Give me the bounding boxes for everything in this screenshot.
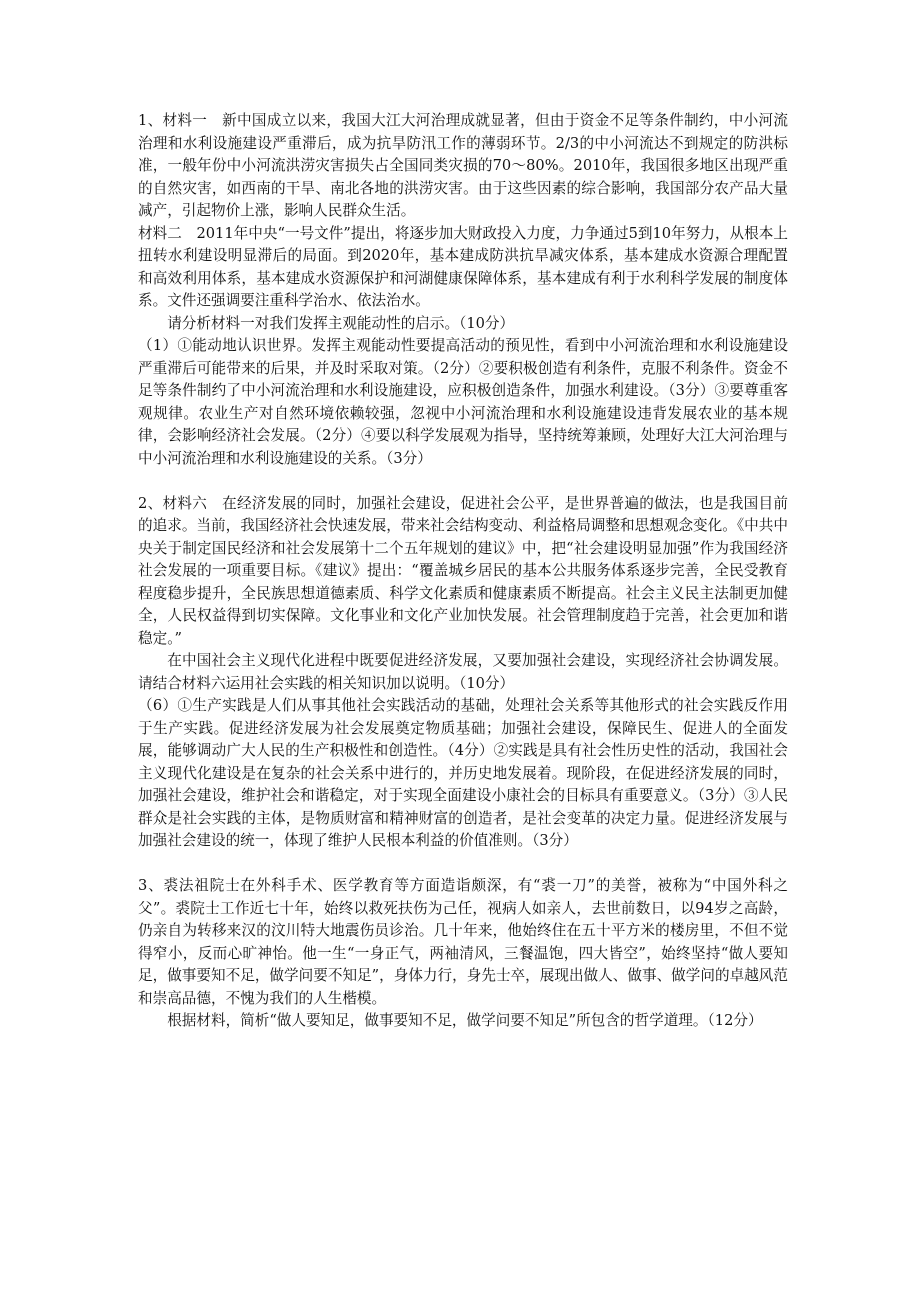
q3-question: 根据材料，简析“做人要知足，做事要知不足，做学问要不知足”所包含的哲学道理。（12分）: [167, 1012, 763, 1029]
q2-answer: （6）①生产实践是人们从事其他社会实践活动的基础，处理社会关系等其他形式的社会实践反作用于生产实践。促进经济发展为社会发展奠定物质基础；加强社会建设，保障民生、促进人的全面发展，能够调动广大人民的生产积极性和创造性。（4分）②实践是具有社会性历史性的活动，我国社会主义现代化建设是在复杂的社会关系中进行的，并历史地发展着。现阶段，在促进经济发展的同时，加强社会建设，维护社会和谐稳定，对于实现全面建设小康社会的目标具有重要意义。（3分）③人民群众是社会实践的主体，是物质财富和精神财富的创造者，是社会变革的决定力量。促进经济发展与加强社会建设的统一，体现了维护人民根本利益的价值准则。（3分）: [138, 697, 788, 849]
section-gap: [138, 853, 788, 876]
q2-material: 2、材料六 在经济发展的同时，加强社会建设，促进社会公平，是世界普遍的做法，也是我国目前的追求。当前，我国经济社会快速发展，带来社会结构变动、利益格局调整和思想观念变化。《中共中央关于制定国民经济和社会发展第十二个五年规划的建议》中，把“社会建设明显加强”作为我国经济社会发展的一项重要目标。《建议》提出：“覆盖城乡居民的基本公共服务体系逐步完善，全民受教育程度稳步提升，全民族思想道德素质、科学文化素质和健康素质不断提高。社会主义民主法制更加健全，人民权益得到切实保障。文化事业和文化产业加快发展。社会管理制度趋于完善，社会更加和谐稳定。”: [138, 494, 788, 647]
document-page: [138, 110, 788, 1033]
q3-material: 3、裘法祖院士在外科手术、医学教育等方面造诣颇深，有“裘一刀”的美誉，被称为“中国外科之父”。裘院士工作近七十年，始终以救死扶伤为己任，视病人如亲人，去世前数日，以94岁之高龄，仍亲自为转移来汉的汶川特大地震伤员诊治。几十年来，他始终住在五十平方米的楼房里，不但不觉得窄小，反而心旷神怡。他一生“一身正气，两袖清风，三餐温饱，四大皆空”，始终坚持“做人要知足，做事要知不足，做学问要不知足”，身体力行，身先士卒，展现出做人、做事、做学问的卓越风范和崇高品德，不愧为我们的人生楷模。: [138, 877, 788, 1007]
q2-question: 在中国社会主义现代化进程中既要促进经济发展，又要加强社会建设，实现经济社会协调发展。请结合材料六运用社会实践的相关知识加以说明。（10分）: [138, 652, 788, 692]
q1-question: 请分析材料一对我们发挥主观能动性的启示。（10分）: [167, 314, 515, 332]
q1-material-1: 1、材料一 新中国成立以来，我国大江大河治理成就显著，但由于资金不足等条件制约，中小河流治理和水利设施建设严重滞后，成为抗旱防汛工作的薄弱环节。2/3的中小河流达不到规定的防洪标准，一般年份中小河流洪涝灾害损失占全国同类灾损的70～80%。2010年，我国很多地区出现严重的自然灾害，如西南的干旱、南北各地的洪涝灾害。由于这些因素的综合影响，我国部分农产品大量减产，引起物价上涨，影响人民群众生活。: [138, 112, 788, 219]
q1-answer: （1）①能动地认识世界。发挥主观能动性要提高活动的预见性，看到中小河流治理和水利设施建设严重滞后可能带来的后果，并及时采取对策。（2分）②要积极创造有利条件，克服不利条件。资金不足等条件制约了中小河流治理和水利设施建设，应积极创造条件，加强水利建设。（3分）③要尊重客观规律。农业生产对自然环境依赖较强，忽视中小河流治理和水利设施建设违背发展农业的基本规律，会影响经济社会发展。（2分）④要以科学发展观为指导，坚持统筹兼顾，处理好大江大河治理与中小河流治理和水利设施建设的关系。（3分）: [138, 337, 788, 467]
section-gap: [138, 470, 788, 493]
q1-material-2: 材料二 2011年中央“一号文件”提出，将逐步加大财政投入力度，力争通过5到10年努力，从根本上扭转水利建设明显滞后的局面。到2020年，基本建成防洪抗旱减灾体系，基本建成水资源合理配置和高效利用体系，基本建成水资源保护和河湖健康保障体系，基本建成有利于水利科学发展的制度体系。文件还强调要注重科学治水、依法治水。: [138, 224, 788, 309]
